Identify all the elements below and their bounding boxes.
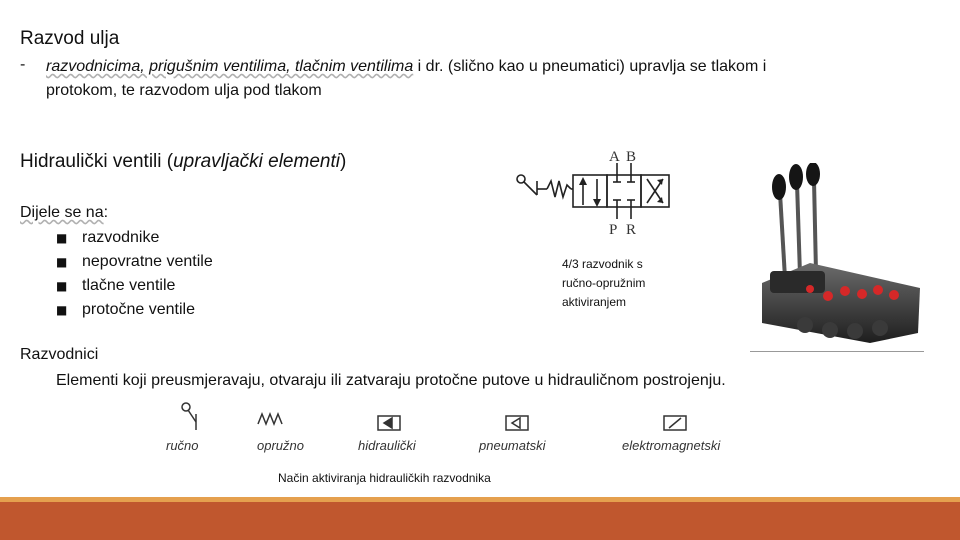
dash-marker: - xyxy=(20,56,26,73)
hydraulic-valve-photo xyxy=(750,163,924,352)
footer-accent-line xyxy=(0,497,960,502)
valve-4-3-symbol xyxy=(505,145,680,240)
hydraulic-actuation-icon xyxy=(378,416,400,430)
list-item xyxy=(56,226,213,250)
pneumatic-actuation-icon xyxy=(506,416,528,430)
square-bullet-icon: ■ xyxy=(56,303,68,317)
list-item xyxy=(56,298,213,322)
valve-caption-line3: aktiviranjem xyxy=(562,295,627,309)
description-rest-1: i dr. (slično kao u pneumatici) upravlja se tlakom i xyxy=(413,58,767,75)
title-close: ) xyxy=(339,151,347,172)
valve-types-italic: razvodnicima, prigušnim ventilima, tlačnim ventilima xyxy=(46,58,414,75)
valve-block-image xyxy=(750,163,924,351)
square-bullet-icon: ■ xyxy=(56,279,68,293)
square-bullet-icon: ■ xyxy=(56,255,68,269)
actuation-label-opruzno: opružno xyxy=(257,438,304,453)
section-title-razvod-ulja: Razvod ulja xyxy=(20,28,120,49)
parts-label-colon: : xyxy=(103,204,109,221)
handle-knob-icon xyxy=(789,164,803,190)
razvodnici-description: Elementi koji preusmjeravaju, otvaraju ili zatvaraju protočne putove u hidrauličnom postrojenju. xyxy=(56,372,726,389)
actuation-label-pneumatski: pneumatski xyxy=(479,438,546,453)
list-item-label: razvodnike xyxy=(82,229,160,246)
list-item-label: nepovratne ventile xyxy=(82,253,213,270)
list-item-label: tlačne ventile xyxy=(82,277,176,294)
spring-actuation-icon xyxy=(258,414,282,424)
description-rest-2: protokom, te razvodom ulja pod tlakom xyxy=(46,82,322,99)
actuation-label-hidraulicki: hidraulički xyxy=(358,438,416,453)
actuation-label-elektromagnetski: elektromagnetski xyxy=(622,438,721,453)
section-title-hidraulicki-ventili xyxy=(20,151,346,173)
footer-bar xyxy=(0,497,960,540)
handle-knob-icon xyxy=(806,163,820,186)
port-p-label: P xyxy=(609,222,618,238)
actuation-label-rucno: ručno xyxy=(166,438,199,453)
spring-icon xyxy=(547,181,571,197)
title-italic: upravljački elementi xyxy=(173,151,340,172)
actuation-symbols xyxy=(170,398,730,438)
parts-label xyxy=(20,204,108,222)
parts-list xyxy=(56,226,213,322)
valve-box-1 xyxy=(573,175,607,207)
list-item-label: protočne ventile xyxy=(82,301,195,318)
port-b-label: B xyxy=(626,149,637,165)
valve-caption-line1: 4/3 razvodnik s xyxy=(562,257,643,271)
port-r-label: R xyxy=(626,222,637,238)
valve-caption xyxy=(562,255,682,312)
square-bullet-icon: ■ xyxy=(56,231,68,245)
manual-actuation-icon xyxy=(182,403,196,430)
valve-box-2 xyxy=(607,175,641,207)
parts-label-text: Dijele se na xyxy=(20,204,104,221)
handle-knob-icon xyxy=(772,174,786,200)
section-title-razvodnici: Razvodnici xyxy=(20,346,99,363)
electromagnetic-actuation-icon xyxy=(664,416,686,430)
lever-knob-icon xyxy=(517,175,525,183)
actuation-caption: Način aktiviranja hidrauličkih razvodnika xyxy=(278,471,491,485)
title-normal: Hidraulički ventili ( xyxy=(20,151,174,172)
list-item xyxy=(56,274,213,298)
razvod-ulja-description xyxy=(46,55,926,103)
valve-caption-line2: ručno-opružnim xyxy=(562,276,646,290)
list-item xyxy=(56,250,213,274)
port-a-label: A xyxy=(609,149,620,165)
